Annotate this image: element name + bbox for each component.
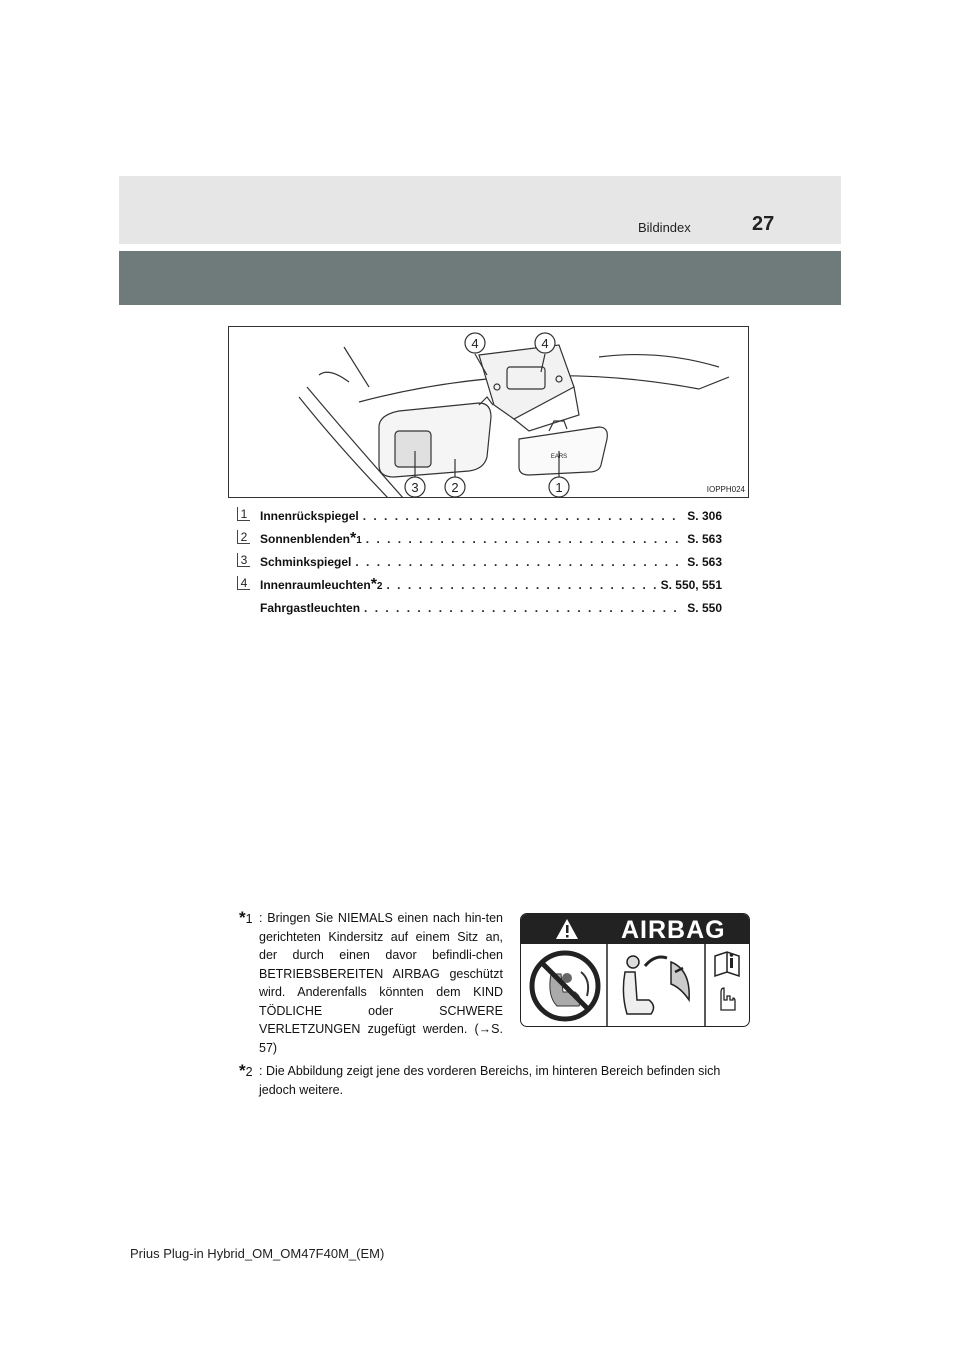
- index-number: 2: [237, 530, 250, 544]
- callout-label-4a: 4: [471, 336, 479, 351]
- index-label: Innenraumleuchten: [260, 578, 371, 592]
- callout-label-3: 3: [411, 480, 419, 495]
- callout-label-4b: 4: [541, 336, 549, 351]
- no-rear-facing-child-seat-icon: [532, 953, 598, 1019]
- ceiling-illustration: [229, 327, 749, 498]
- index-number: 3: [237, 553, 250, 567]
- section-band: [119, 251, 841, 305]
- index-page-ref[interactable]: S. 306: [687, 509, 722, 523]
- index-page-ref[interactable]: S. 563: [687, 555, 722, 569]
- index-page-ref[interactable]: S. 550: [687, 601, 722, 615]
- footnote-ref: *1: [350, 532, 362, 546]
- seat-airbag-icon: [623, 956, 689, 1014]
- index-label: Innenrückspiegel: [260, 509, 359, 523]
- leader-dots: [364, 601, 683, 615]
- footnote-1: [239, 909, 503, 1057]
- leader-dots: [363, 509, 684, 523]
- index-row: [237, 529, 727, 552]
- index-label: Schminkspiegel: [260, 555, 352, 569]
- footnote-2: [239, 1062, 744, 1099]
- section-label: Bildindex: [638, 220, 691, 235]
- index-row: [237, 552, 727, 575]
- airbag-pictograms: [521, 914, 750, 1027]
- index-page-ref[interactable]: S. 563: [687, 532, 722, 546]
- index-row: [237, 506, 727, 529]
- footnote-text: : Die Abbildung zeigt jene des vorderen Bereichs, im hinteren Bereich befinden sich jedoch weitere.: [259, 1064, 721, 1097]
- figure-code: IOPPH024: [706, 485, 745, 494]
- interior-figure: [228, 326, 749, 498]
- manual-icon: [715, 952, 739, 1010]
- leader-dots: [355, 555, 683, 569]
- index-list: [237, 506, 727, 621]
- mirror-label: EARS: [550, 454, 568, 460]
- index-number: 4: [237, 576, 250, 590]
- leader-dots: [386, 578, 656, 592]
- callout-label-2: 2: [451, 480, 459, 495]
- airbag-warning-label: [520, 913, 750, 1027]
- footnote-ref: *2: [370, 578, 383, 592]
- index-label: Fahrgastleuchten: [260, 601, 361, 615]
- header-band: [119, 176, 841, 244]
- index-page-ref[interactable]: S. 550, 551: [660, 578, 722, 592]
- airbag-title: AIRBAG: [621, 916, 726, 944]
- index-row: [237, 598, 727, 621]
- footnote-marker: *2: [239, 1061, 253, 1080]
- callout-label-1: 1: [555, 480, 563, 495]
- leader-dots: [366, 532, 684, 546]
- document-footer: Prius Plug-in Hybrid_OM_OM47F40M_(EM): [130, 1246, 385, 1261]
- index-number: 1: [237, 507, 250, 521]
- index-row: [237, 575, 727, 598]
- footnote-text: : Bringen Sie NIEMALS einen nach hin-ten gerichteten Kindersitz auf einem Sitz an, der durch einen davor befindli-chen BETRIEBSBEREITEN AIRBAG geschützt wird. Anderenfalls könnten dem KIND TÖDLICHE oder SCHWERE VERLETZUNGEN zugefügt werden. (→S. 57): [259, 911, 503, 1055]
- footnote-marker: *1: [239, 908, 253, 927]
- page-number: 27: [752, 213, 775, 235]
- index-label: Sonnenblenden: [260, 532, 350, 546]
